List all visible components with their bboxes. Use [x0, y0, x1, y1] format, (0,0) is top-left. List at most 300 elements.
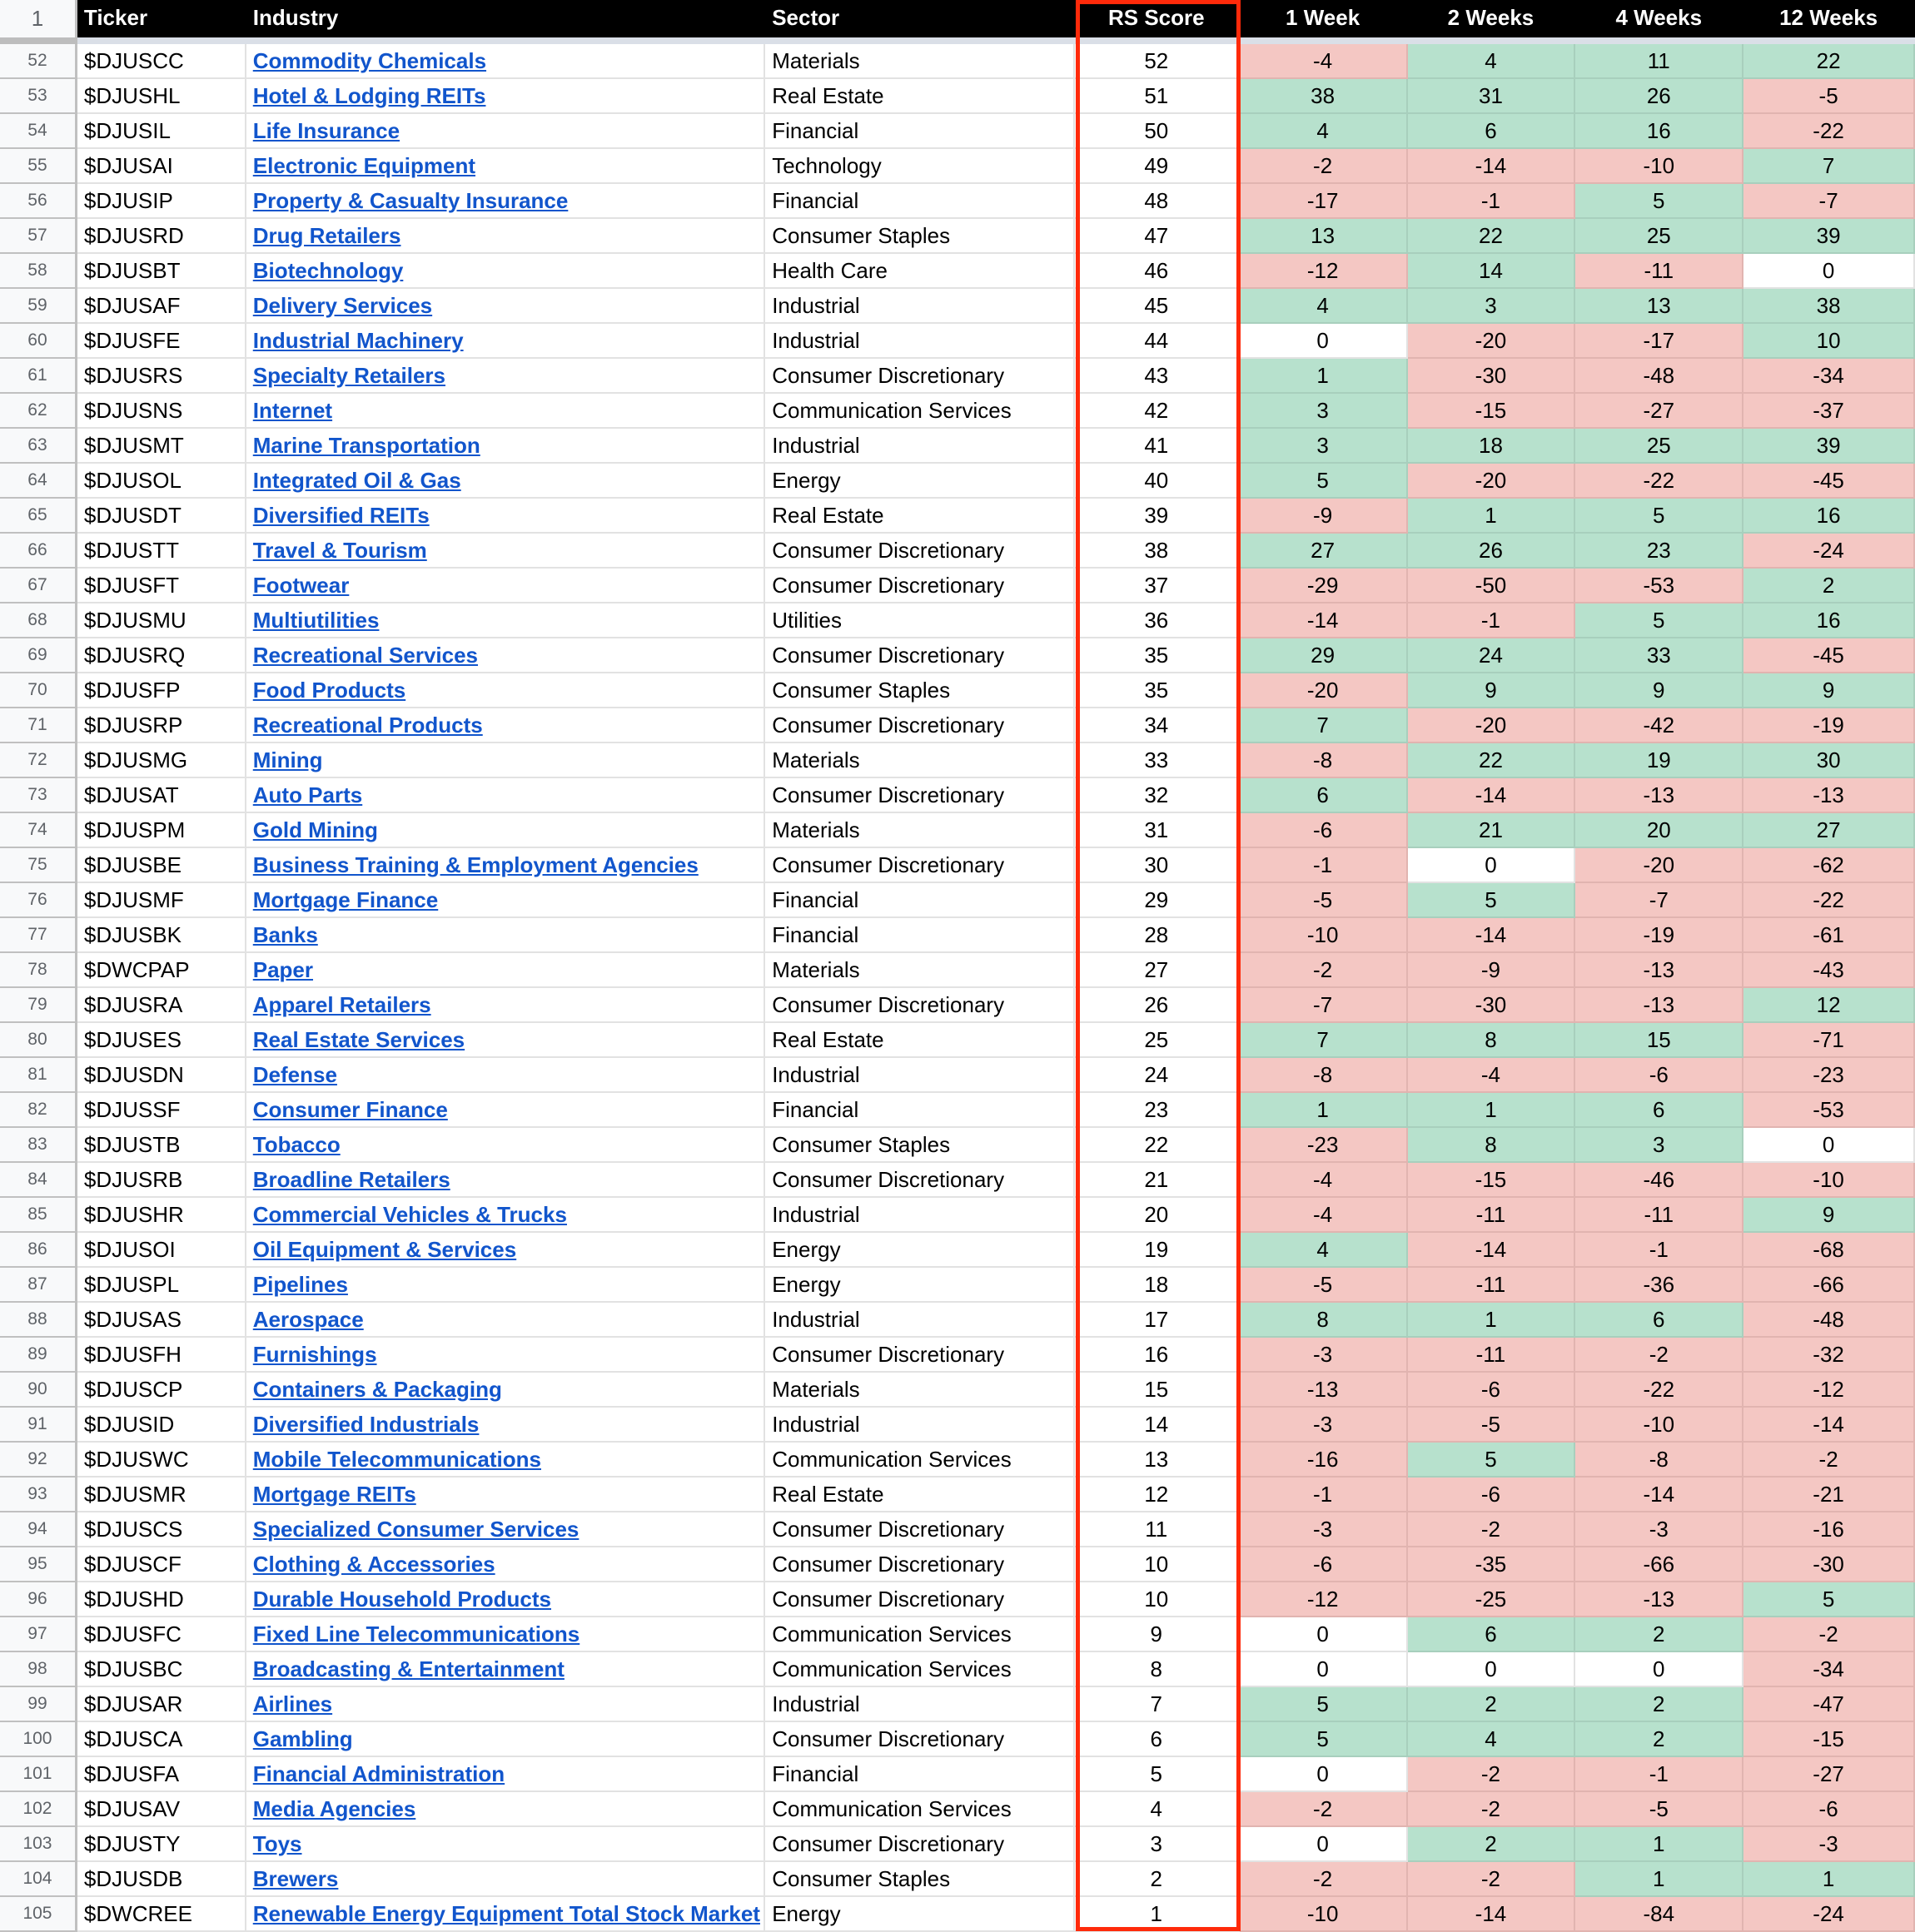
- change-w4-cell[interactable]: -27: [1575, 394, 1743, 429]
- change-w12-cell[interactable]: 30: [1743, 743, 1915, 778]
- change-w12-cell[interactable]: -7: [1743, 184, 1915, 219]
- change-w2-cell[interactable]: 0: [1408, 848, 1576, 883]
- column-header-4-weeks[interactable]: 4 Weeks: [1575, 0, 1743, 37]
- ticker-cell[interactable]: $DJUSRQ: [77, 638, 246, 673]
- rs-score-cell[interactable]: 50: [1075, 114, 1240, 149]
- industry-link[interactable]: Marine Transportation: [252, 432, 480, 458]
- industry-cell[interactable]: [246, 219, 765, 254]
- change-w1-cell[interactable]: -23: [1240, 1128, 1408, 1163]
- rs-score-cell[interactable]: 25: [1075, 1023, 1240, 1058]
- industry-link[interactable]: Defense: [252, 1061, 337, 1087]
- row-number[interactable]: 66: [0, 534, 77, 569]
- ticker-cell[interactable]: $DJUSFH: [77, 1338, 246, 1373]
- ticker-cell[interactable]: $DJUSAS: [77, 1303, 246, 1338]
- change-w1-cell[interactable]: -12: [1240, 254, 1408, 289]
- change-w12-cell[interactable]: 0: [1743, 254, 1915, 289]
- change-w2-cell[interactable]: -6: [1408, 1478, 1576, 1512]
- row-number[interactable]: 86: [0, 1233, 77, 1268]
- industry-link[interactable]: Brewers: [252, 1865, 339, 1891]
- change-w1-cell[interactable]: 8: [1240, 1303, 1408, 1338]
- industry-link[interactable]: Specialized Consumer Services: [252, 1516, 579, 1542]
- change-w4-cell[interactable]: 5: [1575, 603, 1743, 638]
- change-w1-cell[interactable]: 5: [1240, 1687, 1408, 1722]
- rs-score-cell[interactable]: 26: [1075, 988, 1240, 1023]
- change-w4-cell[interactable]: -2: [1575, 1338, 1743, 1373]
- sector-cell[interactable]: Financial: [765, 1093, 1075, 1128]
- row-number[interactable]: 96: [0, 1582, 77, 1617]
- rs-score-cell[interactable]: 40: [1075, 464, 1240, 499]
- change-w12-cell[interactable]: -45: [1743, 464, 1915, 499]
- sector-cell[interactable]: Consumer Discretionary: [765, 1722, 1075, 1757]
- industry-cell[interactable]: [246, 1617, 765, 1652]
- change-w2-cell[interactable]: 5: [1408, 1443, 1576, 1478]
- ticker-cell[interactable]: $DJUSDB: [77, 1862, 246, 1897]
- row-number[interactable]: 67: [0, 569, 77, 603]
- change-w12-cell[interactable]: -34: [1743, 1652, 1915, 1687]
- row-number[interactable]: 92: [0, 1443, 77, 1478]
- sector-cell[interactable]: Consumer Discretionary: [765, 1827, 1075, 1862]
- row-number[interactable]: 88: [0, 1303, 77, 1338]
- change-w4-cell[interactable]: 1: [1575, 1862, 1743, 1897]
- sector-cell[interactable]: Energy: [765, 1268, 1075, 1303]
- change-w1-cell[interactable]: -6: [1240, 1547, 1408, 1582]
- industry-link[interactable]: Property & Casualty Insurance: [252, 187, 569, 213]
- row-number[interactable]: 77: [0, 918, 77, 953]
- sector-cell[interactable]: Consumer Discretionary: [765, 778, 1075, 813]
- industry-link[interactable]: Consumer Finance: [252, 1096, 448, 1122]
- change-w4-cell[interactable]: 2: [1575, 1722, 1743, 1757]
- industry-cell[interactable]: [246, 1862, 765, 1897]
- change-w1-cell[interactable]: -9: [1240, 499, 1408, 534]
- industry-cell[interactable]: [246, 394, 765, 429]
- sector-cell[interactable]: Financial: [765, 883, 1075, 918]
- sector-cell[interactable]: Industrial: [765, 429, 1075, 464]
- change-w2-cell[interactable]: -30: [1408, 988, 1576, 1023]
- change-w1-cell[interactable]: -12: [1240, 1582, 1408, 1617]
- change-w1-cell[interactable]: -3: [1240, 1408, 1408, 1443]
- row-number[interactable]: 65: [0, 499, 77, 534]
- change-w1-cell[interactable]: 4: [1240, 289, 1408, 324]
- change-w2-cell[interactable]: 26: [1408, 534, 1576, 569]
- row-number[interactable]: 68: [0, 603, 77, 638]
- industry-cell[interactable]: [246, 673, 765, 708]
- change-w4-cell[interactable]: -8: [1575, 1443, 1743, 1478]
- industry-link[interactable]: Tobacco: [252, 1131, 341, 1157]
- sector-cell[interactable]: Utilities: [765, 603, 1075, 638]
- row-number[interactable]: 94: [0, 1512, 77, 1547]
- ticker-cell[interactable]: $DJUSRP: [77, 708, 246, 743]
- sector-cell[interactable]: Health Care: [765, 254, 1075, 289]
- change-w2-cell[interactable]: 24: [1408, 638, 1576, 673]
- rs-score-cell[interactable]: 5: [1075, 1757, 1240, 1792]
- sector-cell[interactable]: Financial: [765, 184, 1075, 219]
- change-w2-cell[interactable]: 4: [1408, 1722, 1576, 1757]
- change-w2-cell[interactable]: -2: [1408, 1512, 1576, 1547]
- row-number[interactable]: 70: [0, 673, 77, 708]
- change-w2-cell[interactable]: 31: [1408, 79, 1576, 114]
- column-header-ticker[interactable]: Ticker: [77, 0, 246, 37]
- change-w2-cell[interactable]: -14: [1408, 778, 1576, 813]
- row-number[interactable]: 53: [0, 79, 77, 114]
- sector-cell[interactable]: Energy: [765, 1233, 1075, 1268]
- change-w12-cell[interactable]: 1: [1743, 1862, 1915, 1897]
- ticker-cell[interactable]: $DJUSCP: [77, 1373, 246, 1408]
- ticker-cell[interactable]: $DJUSIP: [77, 184, 246, 219]
- ticker-cell[interactable]: $DJUSAT: [77, 778, 246, 813]
- change-w2-cell[interactable]: -4: [1408, 1058, 1576, 1093]
- industry-link[interactable]: Mobile Telecommunications: [252, 1446, 541, 1472]
- change-w12-cell[interactable]: 22: [1743, 44, 1915, 79]
- row-number[interactable]: 95: [0, 1547, 77, 1582]
- industry-link[interactable]: Delivery Services: [252, 292, 433, 318]
- rs-score-cell[interactable]: 43: [1075, 359, 1240, 394]
- row-number[interactable]: 91: [0, 1408, 77, 1443]
- change-w2-cell[interactable]: 1: [1408, 1093, 1576, 1128]
- change-w4-cell[interactable]: -13: [1575, 953, 1743, 988]
- industry-cell[interactable]: [246, 534, 765, 569]
- ticker-cell[interactable]: $DJUSTB: [77, 1128, 246, 1163]
- industry-link[interactable]: Media Agencies: [252, 1795, 416, 1821]
- rs-score-cell[interactable]: 10: [1075, 1582, 1240, 1617]
- industry-cell[interactable]: [246, 1547, 765, 1582]
- change-w2-cell[interactable]: 2: [1408, 1687, 1576, 1722]
- change-w12-cell[interactable]: -32: [1743, 1338, 1915, 1373]
- sector-cell[interactable]: Materials: [765, 1373, 1075, 1408]
- change-w4-cell[interactable]: 9: [1575, 673, 1743, 708]
- change-w1-cell[interactable]: -17: [1240, 184, 1408, 219]
- row-number[interactable]: 60: [0, 324, 77, 359]
- change-w2-cell[interactable]: 5: [1408, 883, 1576, 918]
- industry-link[interactable]: Oil Equipment & Services: [252, 1236, 517, 1262]
- change-w1-cell[interactable]: 7: [1240, 708, 1408, 743]
- change-w1-cell[interactable]: -4: [1240, 1198, 1408, 1233]
- row-number[interactable]: 97: [0, 1617, 77, 1652]
- change-w2-cell[interactable]: -5: [1408, 1408, 1576, 1443]
- change-w2-cell[interactable]: -35: [1408, 1547, 1576, 1582]
- ticker-cell[interactable]: $DJUSAF: [77, 289, 246, 324]
- row-number[interactable]: 62: [0, 394, 77, 429]
- change-w4-cell[interactable]: 26: [1575, 79, 1743, 114]
- industry-link[interactable]: Hotel & Lodging REITs: [252, 82, 486, 108]
- ticker-cell[interactable]: $DJUSRD: [77, 219, 246, 254]
- row-number[interactable]: 89: [0, 1338, 77, 1373]
- sector-cell[interactable]: Consumer Discretionary: [765, 1512, 1075, 1547]
- change-w2-cell[interactable]: -1: [1408, 184, 1576, 219]
- change-w12-cell[interactable]: -71: [1743, 1023, 1915, 1058]
- change-w4-cell[interactable]: -17: [1575, 324, 1743, 359]
- industry-link[interactable]: Apparel Retailers: [252, 991, 431, 1017]
- industry-link[interactable]: Life Insurance: [252, 117, 400, 143]
- change-w12-cell[interactable]: -47: [1743, 1687, 1915, 1722]
- rs-score-cell[interactable]: 32: [1075, 778, 1240, 813]
- ticker-cell[interactable]: $DJUSRA: [77, 988, 246, 1023]
- change-w12-cell[interactable]: 38: [1743, 289, 1915, 324]
- row-number[interactable]: 82: [0, 1093, 77, 1128]
- industry-cell[interactable]: [246, 708, 765, 743]
- row-number[interactable]: 61: [0, 359, 77, 394]
- change-w4-cell[interactable]: -6: [1575, 1058, 1743, 1093]
- change-w2-cell[interactable]: -6: [1408, 1373, 1576, 1408]
- change-w4-cell[interactable]: -11: [1575, 1198, 1743, 1233]
- change-w1-cell[interactable]: -29: [1240, 569, 1408, 603]
- ticker-cell[interactable]: $DJUSID: [77, 1408, 246, 1443]
- industry-cell[interactable]: [246, 1128, 765, 1163]
- sector-cell[interactable]: Consumer Discretionary: [765, 1338, 1075, 1373]
- change-w4-cell[interactable]: -1: [1575, 1757, 1743, 1792]
- change-w4-cell[interactable]: 23: [1575, 534, 1743, 569]
- change-w1-cell[interactable]: -10: [1240, 1897, 1408, 1932]
- ticker-cell[interactable]: $DJUSFE: [77, 324, 246, 359]
- change-w4-cell[interactable]: -22: [1575, 1373, 1743, 1408]
- ticker-cell[interactable]: $DJUSHD: [77, 1582, 246, 1617]
- ticker-cell[interactable]: $DJUSES: [77, 1023, 246, 1058]
- ticker-cell[interactable]: $DJUSAR: [77, 1687, 246, 1722]
- change-w1-cell[interactable]: -8: [1240, 1058, 1408, 1093]
- industry-cell[interactable]: [246, 44, 765, 79]
- rs-score-cell[interactable]: 52: [1075, 44, 1240, 79]
- change-w4-cell[interactable]: -3: [1575, 1512, 1743, 1547]
- industry-cell[interactable]: [246, 1512, 765, 1547]
- industry-link[interactable]: Mining: [252, 747, 323, 772]
- column-header-sector[interactable]: Sector: [765, 0, 1075, 37]
- sector-cell[interactable]: Consumer Discretionary: [765, 638, 1075, 673]
- change-w4-cell[interactable]: -84: [1575, 1897, 1743, 1932]
- industry-link[interactable]: Aerospace: [252, 1306, 364, 1332]
- change-w2-cell[interactable]: 22: [1408, 743, 1576, 778]
- change-w1-cell[interactable]: -13: [1240, 1373, 1408, 1408]
- industry-cell[interactable]: [246, 149, 765, 184]
- change-w1-cell[interactable]: -20: [1240, 673, 1408, 708]
- change-w1-cell[interactable]: 5: [1240, 1722, 1408, 1757]
- rs-score-cell[interactable]: 6: [1075, 1722, 1240, 1757]
- change-w12-cell[interactable]: 12: [1743, 988, 1915, 1023]
- change-w12-cell[interactable]: 27: [1743, 813, 1915, 848]
- change-w1-cell[interactable]: -3: [1240, 1338, 1408, 1373]
- industry-cell[interactable]: [246, 464, 765, 499]
- rs-score-cell[interactable]: 12: [1075, 1478, 1240, 1512]
- change-w2-cell[interactable]: -14: [1408, 1233, 1576, 1268]
- change-w2-cell[interactable]: -9: [1408, 953, 1576, 988]
- industry-link[interactable]: Commodity Chemicals: [252, 47, 487, 73]
- industry-cell[interactable]: [246, 883, 765, 918]
- change-w1-cell[interactable]: 0: [1240, 1757, 1408, 1792]
- change-w2-cell[interactable]: 22: [1408, 219, 1576, 254]
- change-w12-cell[interactable]: -2: [1743, 1443, 1915, 1478]
- change-w4-cell[interactable]: -46: [1575, 1163, 1743, 1198]
- change-w1-cell[interactable]: 7: [1240, 1023, 1408, 1058]
- change-w4-cell[interactable]: 5: [1575, 499, 1743, 534]
- industry-cell[interactable]: [246, 1582, 765, 1617]
- industry-cell[interactable]: [246, 1058, 765, 1093]
- change-w4-cell[interactable]: -22: [1575, 464, 1743, 499]
- industry-link[interactable]: Paper: [252, 956, 314, 982]
- industry-link[interactable]: Fixed Line Telecommunications: [252, 1621, 580, 1646]
- ticker-cell[interactable]: $DJUSSF: [77, 1093, 246, 1128]
- sector-cell[interactable]: Real Estate: [765, 79, 1075, 114]
- change-w12-cell[interactable]: -30: [1743, 1547, 1915, 1582]
- row-number[interactable]: 59: [0, 289, 77, 324]
- change-w12-cell[interactable]: -66: [1743, 1268, 1915, 1303]
- change-w2-cell[interactable]: -14: [1408, 149, 1576, 184]
- rs-score-cell[interactable]: 4: [1075, 1792, 1240, 1827]
- industry-cell[interactable]: [246, 1198, 765, 1233]
- industry-cell[interactable]: [246, 603, 765, 638]
- change-w12-cell[interactable]: 5: [1743, 1582, 1915, 1617]
- industry-link[interactable]: Real Estate Services: [252, 1026, 465, 1052]
- rs-score-cell[interactable]: 11: [1075, 1512, 1240, 1547]
- change-w12-cell[interactable]: -2: [1743, 1617, 1915, 1652]
- change-w12-cell[interactable]: -53: [1743, 1093, 1915, 1128]
- sector-cell[interactable]: Consumer Discretionary: [765, 534, 1075, 569]
- rs-score-cell[interactable]: 36: [1075, 603, 1240, 638]
- rs-score-cell[interactable]: 51: [1075, 79, 1240, 114]
- change-w2-cell[interactable]: 9: [1408, 673, 1576, 708]
- rs-score-cell[interactable]: 7: [1075, 1687, 1240, 1722]
- change-w2-cell[interactable]: 8: [1408, 1128, 1576, 1163]
- sector-cell[interactable]: Consumer Staples: [765, 219, 1075, 254]
- rs-score-cell[interactable]: 2: [1075, 1862, 1240, 1897]
- rs-score-cell[interactable]: 17: [1075, 1303, 1240, 1338]
- change-w4-cell[interactable]: 33: [1575, 638, 1743, 673]
- change-w4-cell[interactable]: 6: [1575, 1303, 1743, 1338]
- industry-link[interactable]: Mortgage Finance: [252, 887, 439, 912]
- change-w12-cell[interactable]: 0: [1743, 1128, 1915, 1163]
- change-w12-cell[interactable]: -12: [1743, 1373, 1915, 1408]
- change-w2-cell[interactable]: -1: [1408, 603, 1576, 638]
- change-w2-cell[interactable]: 18: [1408, 429, 1576, 464]
- row-number[interactable]: 75: [0, 848, 77, 883]
- row-number[interactable]: 87: [0, 1268, 77, 1303]
- row-number[interactable]: 72: [0, 743, 77, 778]
- sector-cell[interactable]: Real Estate: [765, 1478, 1075, 1512]
- change-w12-cell[interactable]: -3: [1743, 1827, 1915, 1862]
- ticker-cell[interactable]: $DJUSAI: [77, 149, 246, 184]
- sector-cell[interactable]: Consumer Staples: [765, 1862, 1075, 1897]
- change-w2-cell[interactable]: -2: [1408, 1862, 1576, 1897]
- ticker-cell[interactable]: $DJUSHR: [77, 1198, 246, 1233]
- change-w12-cell[interactable]: -24: [1743, 1897, 1915, 1932]
- sector-cell[interactable]: Communication Services: [765, 1792, 1075, 1827]
- change-w1-cell[interactable]: -2: [1240, 1862, 1408, 1897]
- change-w4-cell[interactable]: -20: [1575, 848, 1743, 883]
- column-header-industry[interactable]: Industry: [246, 0, 765, 37]
- change-w4-cell[interactable]: -36: [1575, 1268, 1743, 1303]
- ticker-cell[interactable]: $DJUSFA: [77, 1757, 246, 1792]
- change-w1-cell[interactable]: -4: [1240, 1163, 1408, 1198]
- industry-cell[interactable]: [246, 1792, 765, 1827]
- change-w4-cell[interactable]: 19: [1575, 743, 1743, 778]
- change-w12-cell[interactable]: -10: [1743, 1163, 1915, 1198]
- change-w1-cell[interactable]: -2: [1240, 1792, 1408, 1827]
- change-w12-cell[interactable]: -43: [1743, 953, 1915, 988]
- industry-cell[interactable]: [246, 1303, 765, 1338]
- industry-link[interactable]: Integrated Oil & Gas: [252, 467, 461, 493]
- change-w1-cell[interactable]: 5: [1240, 464, 1408, 499]
- change-w4-cell[interactable]: 2: [1575, 1617, 1743, 1652]
- ticker-cell[interactable]: $DJUSFP: [77, 673, 246, 708]
- change-w12-cell[interactable]: -15: [1743, 1722, 1915, 1757]
- sector-cell[interactable]: Communication Services: [765, 1617, 1075, 1652]
- ticker-cell[interactable]: $DJUSHL: [77, 79, 246, 114]
- sector-cell[interactable]: Energy: [765, 1897, 1075, 1932]
- change-w4-cell[interactable]: -11: [1575, 254, 1743, 289]
- change-w2-cell[interactable]: 14: [1408, 254, 1576, 289]
- change-w1-cell[interactable]: 29: [1240, 638, 1408, 673]
- change-w12-cell[interactable]: -21: [1743, 1478, 1915, 1512]
- sector-cell[interactable]: Communication Services: [765, 1443, 1075, 1478]
- rs-score-cell[interactable]: 21: [1075, 1163, 1240, 1198]
- ticker-cell[interactable]: $DJUSBC: [77, 1652, 246, 1687]
- change-w2-cell[interactable]: 6: [1408, 114, 1576, 149]
- row-number[interactable]: 84: [0, 1163, 77, 1198]
- industry-cell[interactable]: [246, 988, 765, 1023]
- ticker-cell[interactable]: $DJUSCS: [77, 1512, 246, 1547]
- industry-cell[interactable]: [246, 638, 765, 673]
- change-w12-cell[interactable]: -37: [1743, 394, 1915, 429]
- rs-score-cell[interactable]: 47: [1075, 219, 1240, 254]
- row-number[interactable]: 69: [0, 638, 77, 673]
- ticker-cell[interactable]: $DJUSIL: [77, 114, 246, 149]
- row-number[interactable]: 83: [0, 1128, 77, 1163]
- industry-link[interactable]: Business Training & Employment Agencies: [252, 852, 699, 877]
- industry-link[interactable]: Industrial Machinery: [252, 327, 464, 353]
- sector-cell[interactable]: Materials: [765, 743, 1075, 778]
- industry-link[interactable]: Broadline Retailers: [252, 1166, 450, 1192]
- sector-cell[interactable]: Communication Services: [765, 1652, 1075, 1687]
- column-header-12-weeks[interactable]: 12 Weeks: [1743, 0, 1915, 37]
- change-w1-cell[interactable]: 0: [1240, 1652, 1408, 1687]
- industry-link[interactable]: Mortgage REITs: [252, 1481, 416, 1507]
- rs-score-cell[interactable]: 42: [1075, 394, 1240, 429]
- row-number[interactable]: 74: [0, 813, 77, 848]
- change-w1-cell[interactable]: -10: [1240, 918, 1408, 953]
- ticker-cell[interactable]: $DJUSOI: [77, 1233, 246, 1268]
- sector-cell[interactable]: Consumer Discretionary: [765, 708, 1075, 743]
- industry-link[interactable]: Pipelines: [252, 1271, 348, 1297]
- change-w2-cell[interactable]: 1: [1408, 499, 1576, 534]
- rs-score-cell[interactable]: 22: [1075, 1128, 1240, 1163]
- rs-score-cell[interactable]: 49: [1075, 149, 1240, 184]
- row-number[interactable]: 90: [0, 1373, 77, 1408]
- rs-score-cell[interactable]: 44: [1075, 324, 1240, 359]
- industry-cell[interactable]: [246, 953, 765, 988]
- rs-score-cell[interactable]: 41: [1075, 429, 1240, 464]
- ticker-cell[interactable]: $DJUSRS: [77, 359, 246, 394]
- industry-link[interactable]: Travel & Tourism: [252, 537, 427, 563]
- change-w4-cell[interactable]: -53: [1575, 569, 1743, 603]
- industry-cell[interactable]: [246, 1408, 765, 1443]
- change-w2-cell[interactable]: 0: [1408, 1652, 1576, 1687]
- ticker-cell[interactable]: $DJUSCA: [77, 1722, 246, 1757]
- change-w2-cell[interactable]: -14: [1408, 918, 1576, 953]
- change-w2-cell[interactable]: -25: [1408, 1582, 1576, 1617]
- change-w4-cell[interactable]: -10: [1575, 1408, 1743, 1443]
- rs-score-cell[interactable]: 37: [1075, 569, 1240, 603]
- industry-cell[interactable]: [246, 1023, 765, 1058]
- change-w4-cell[interactable]: -42: [1575, 708, 1743, 743]
- change-w12-cell[interactable]: -68: [1743, 1233, 1915, 1268]
- industry-cell[interactable]: [246, 1897, 765, 1932]
- sector-cell[interactable]: Consumer Discretionary: [765, 359, 1075, 394]
- rs-score-cell[interactable]: 27: [1075, 953, 1240, 988]
- ticker-cell[interactable]: $DJUSMG: [77, 743, 246, 778]
- industry-link[interactable]: Electronic Equipment: [252, 152, 476, 178]
- change-w2-cell[interactable]: 21: [1408, 813, 1576, 848]
- change-w4-cell[interactable]: 15: [1575, 1023, 1743, 1058]
- ticker-cell[interactable]: $DJUSMU: [77, 603, 246, 638]
- row-number[interactable]: 78: [0, 953, 77, 988]
- row-number[interactable]: 99: [0, 1687, 77, 1722]
